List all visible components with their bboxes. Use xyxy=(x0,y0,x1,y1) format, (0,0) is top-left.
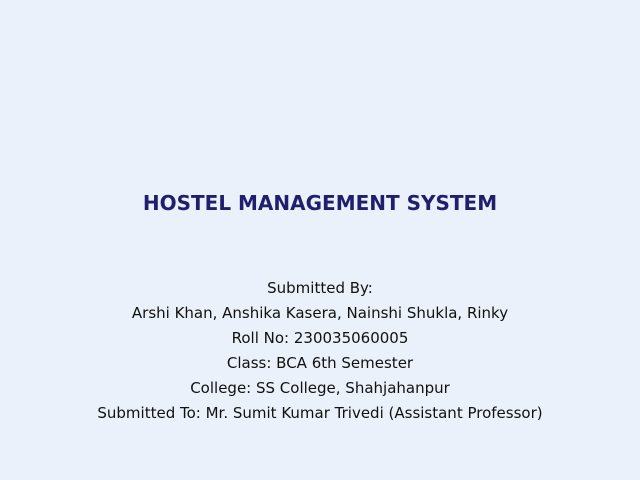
class-info: Class: BCA 6th Semester xyxy=(226,354,414,372)
submission-details xyxy=(0,276,640,426)
submitted-to: Submitted To: Mr. Sumit Kumar Trivedi (Assistant Professor) xyxy=(97,404,543,422)
roll-number: Roll No: 230035060005 xyxy=(231,329,409,347)
slide-title: HOSTEL MANAGEMENT SYSTEM xyxy=(142,191,498,215)
college-info: College: SS College, Shahjahanpur xyxy=(190,379,450,397)
student-names: Arshi Khan, Anshika Kasera, Nainshi Shukla, Rinky xyxy=(131,304,509,322)
submitted-by-heading: Submitted By: xyxy=(267,279,373,297)
